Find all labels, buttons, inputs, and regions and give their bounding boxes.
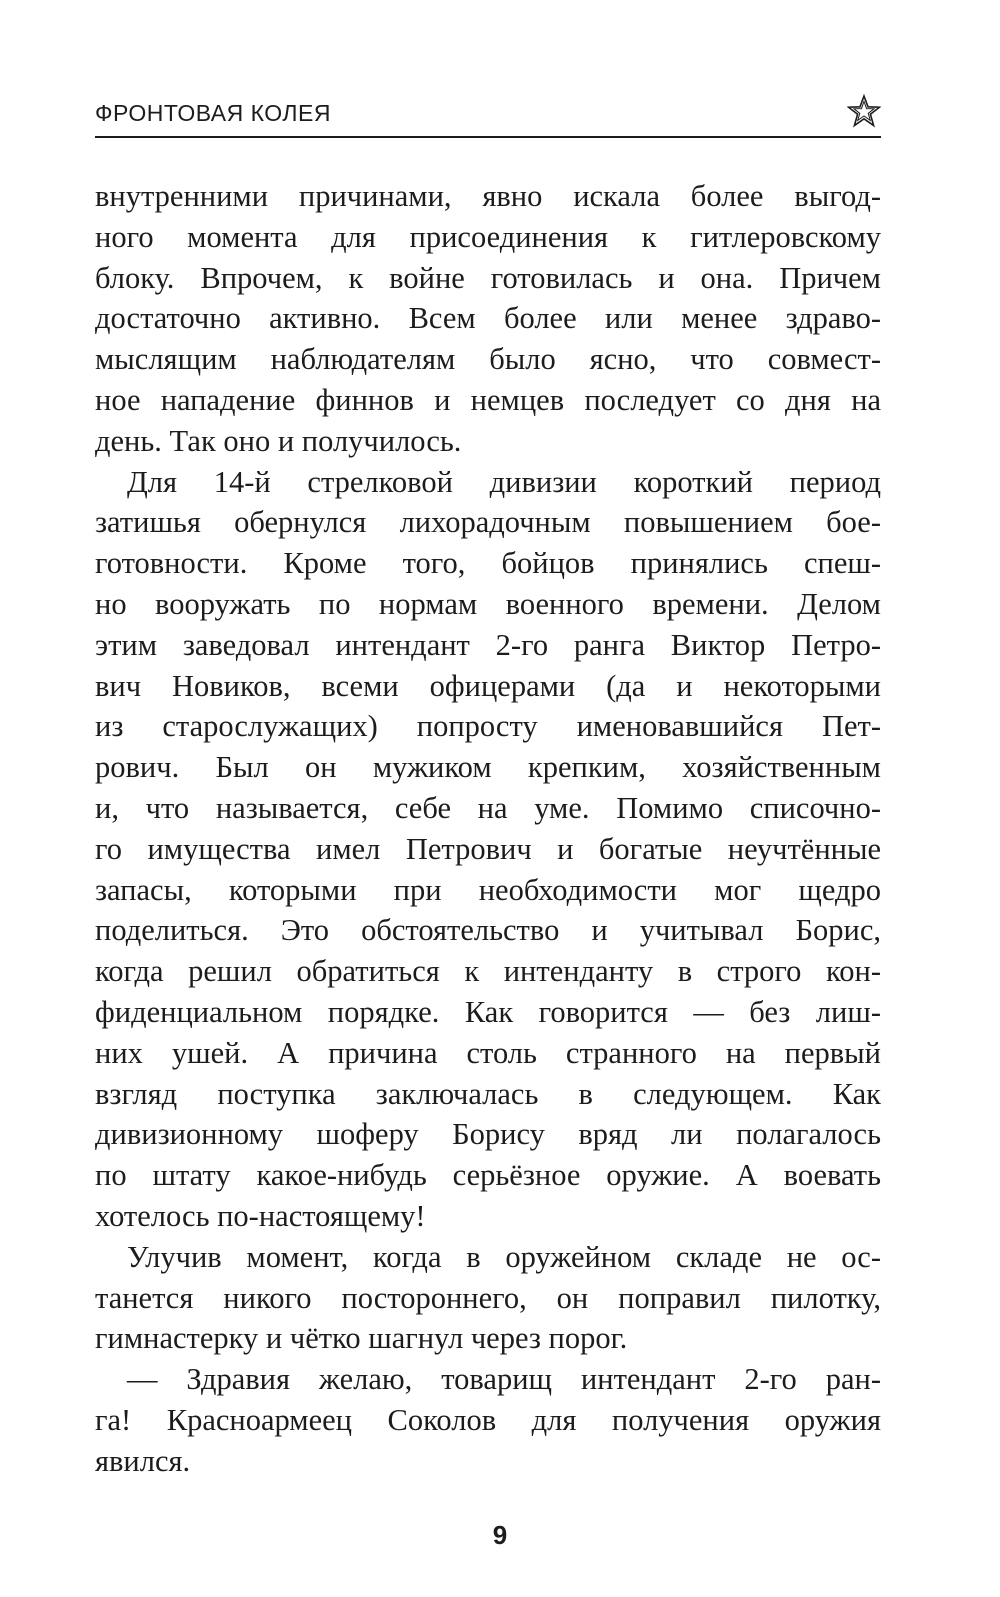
text-line: мыслящим наблюдателям было ясно, что совмест- <box>95 342 881 377</box>
text-line: ное нападение финнов и немцев последует со дня на <box>95 382 881 417</box>
running-title: ФРОНТОВАЯ КОЛЕЯ <box>95 100 331 126</box>
paragraph <box>95 1359 881 1481</box>
text-body <box>95 176 881 1482</box>
paragraph <box>95 462 881 1237</box>
text-line: достаточно активно. Всем более или менее здраво- <box>95 301 881 336</box>
text-line: но вооружать по нормам военного времени. Делом <box>95 586 881 621</box>
text-line: га! Красноармеец Соколов для получения оружия <box>95 1402 881 1437</box>
text-line: гимнастерку и чётко шагнул через порог. <box>95 1321 628 1356</box>
text-line: танется никого постороннего, он поправил пилотку, <box>95 1280 881 1315</box>
header-rule <box>95 136 881 138</box>
running-head <box>95 98 881 138</box>
text-line: явился. <box>95 1443 191 1478</box>
paragraph <box>95 176 881 462</box>
text-line: фиденциальном порядке. Как говорится — без лиш- <box>95 994 881 1029</box>
text-line: когда решил обратиться к интенданту в строго кон- <box>95 954 881 989</box>
text-line: затишья обернулся лихорадочным повышением бое- <box>95 505 881 540</box>
text-line: го имущества имел Петрович и богатые неучтённые <box>95 831 881 866</box>
text-line: по штату какое-нибудь серьёзное оружие. А воевать <box>95 1158 881 1193</box>
text-line: этим заведовал интендант 2-го ранга Виктор Петро- <box>95 627 881 662</box>
text-line: ного момента для присоединения к гитлеровскому <box>95 219 881 254</box>
text-line: запасы, которыми при необходимости мог щедро <box>95 872 881 907</box>
text-line: и, что называется, себе на уме. Помимо списочно- <box>95 790 881 825</box>
text-line: взгляд поступка заключалась в следующем. Как <box>95 1076 881 1111</box>
text-line: них ушей. А причина столь странного на первый <box>95 1035 881 1070</box>
text-line: блоку. Впрочем, к войне готовилась и она. Причем <box>95 260 881 295</box>
text-line: Для 14-й стрелковой дивизии короткий период <box>127 464 881 499</box>
text-line: поделиться. Это обстоятельство и учитывал Борис, <box>95 913 881 948</box>
text-line: день. Так оно и получилось. <box>95 423 462 458</box>
text-line: рович. Был он мужиком крепким, хозяйственным <box>95 750 881 785</box>
text-line: внутренними причинами, явно искала более выгод- <box>95 179 881 213</box>
text-line: — Здравия желаю, товарищ интендант 2-го ран- <box>127 1362 881 1397</box>
text-line: дивизионному шоферу Борису вряд ли полагалось <box>95 1117 881 1152</box>
text-line: хотелось по-настоящему! <box>95 1198 426 1233</box>
paragraph <box>95 1237 881 1359</box>
text-line: вич Новиков, всеми офицерами (да и некоторыми <box>95 668 881 703</box>
star-icon <box>847 94 881 128</box>
page-number: 9 <box>492 1520 508 1550</box>
text-line: готовности. Кроме того, бойцов принялись спеш- <box>95 546 881 581</box>
text-line: из старослужащих) попросту именовавшийся Пет- <box>95 709 881 744</box>
text-line: Улучив момент, когда в оружейном складе не ос- <box>127 1239 881 1274</box>
